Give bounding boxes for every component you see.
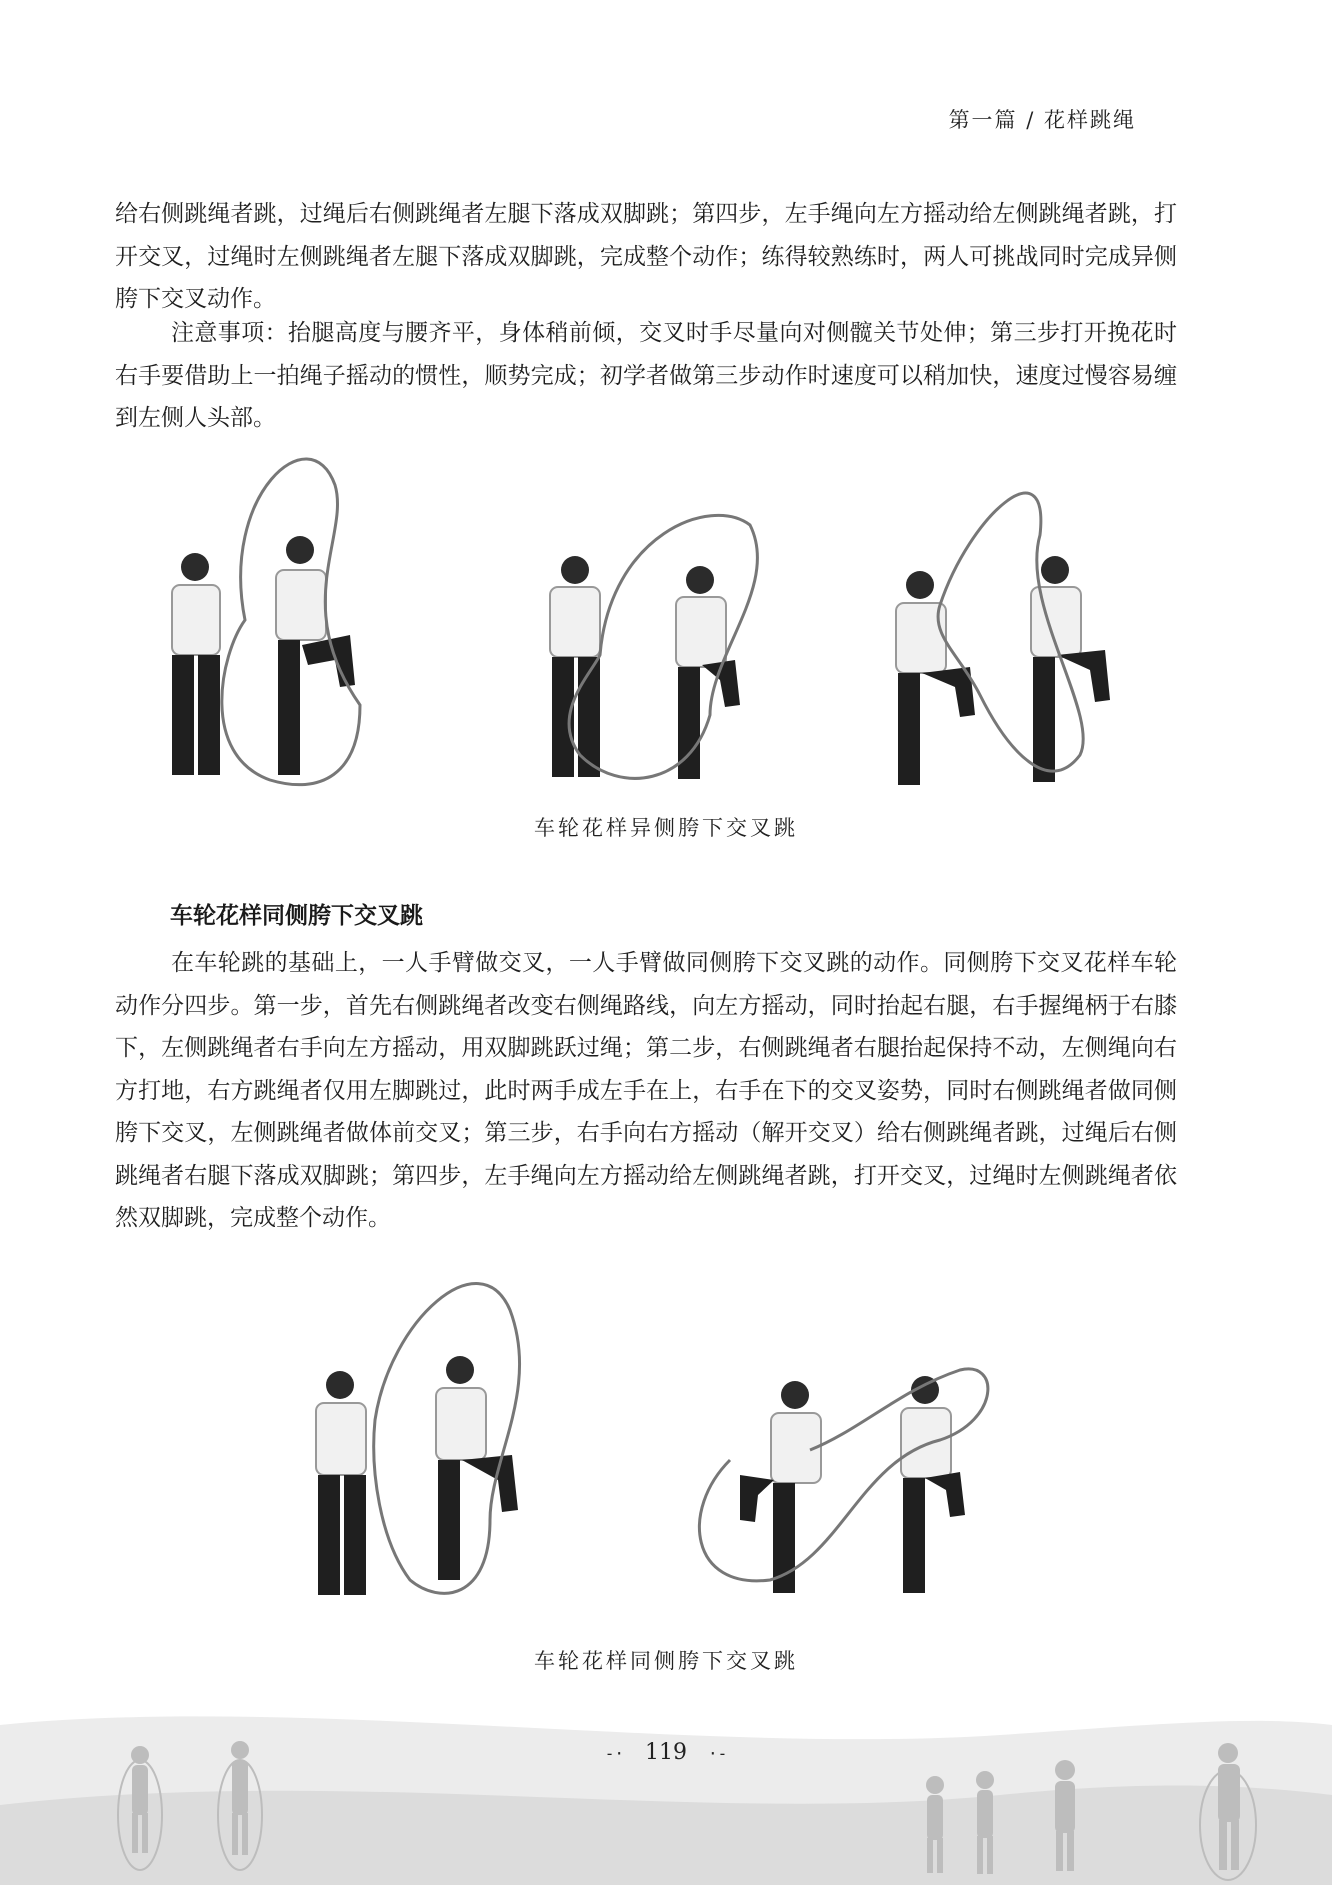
- page-dash-left: -·: [604, 1744, 624, 1763]
- page-dash-right: ·-: [708, 1744, 728, 1763]
- jumper-pair-3: [896, 493, 1110, 785]
- jumper-pair-4: [316, 1284, 520, 1595]
- jumper-pair-5: [699, 1369, 987, 1593]
- jumper-pair-2: [550, 515, 757, 779]
- section-title: 车轮花样同侧胯下交叉跳: [170, 903, 423, 929]
- running-header: 第一篇 / 花样跳绳: [948, 108, 1136, 132]
- figure-1-caption: 车轮花样异侧胯下交叉跳: [534, 816, 798, 840]
- figure-2-photos: [300, 1260, 1020, 1615]
- figure-2-caption: 车轮花样同侧胯下交叉跳: [534, 1649, 798, 1673]
- jumper-pair-1: [172, 459, 360, 785]
- section-paragraph: 在车轮跳的基础上，一人手臂做交叉，一人手臂做同侧胯下交叉跳的动作。同侧胯下交叉花样车轮动作分四步。第一步，首先右侧跳绳者改变右侧绳路线，向左方摇动，同时抬起右腿，右手握绳柄于右膝下，左侧跳绳者右手向左方摇动，用双脚跳跃过绳；第二步，右侧跳绳者右腿抬起保持不动，左侧绳向右方打地，右方跳绳者仅用左脚跳过，此时两手成左手在上，右手在下的交叉姿势，同时右侧跳绳者做同侧胯下交叉，左侧跳绳者做体前交叉；第三步，右手向右方摇动（解开交叉）给右侧跳绳者跳，过绳后右侧跳绳者右腿下落成双脚跳；第四步，左手绳向左方摇动给左侧跳绳者跳，打开交叉，过绳时左侧跳绳者依然双脚跳，完成整个动作。: [115, 950, 1177, 1231]
- paragraph-notes: 注意事项：抬腿高度与腰齐平，身体稍前倾，交叉时手尽量向对侧髋关节处伸；第三步打开挽花时右手要借助上一拍绳子摇动的惯性，顺势完成；初学者做第三步动作时速度可以稍加快，速度过慢容易缠到左侧人头部。: [115, 320, 1177, 431]
- page-number: [0, 1740, 1332, 1765]
- page-number-value: 119: [645, 1740, 687, 1765]
- paragraph-continued: 给右侧跳绳者跳，过绳后右侧跳绳者左腿下落成双脚跳；第四步，左手绳向左方摇动给左侧跳绳者跳，打开交叉，过绳时左侧跳绳者左腿下落成双脚跳，完成整个动作；练得较熟练时，两人可挑战同时完成异侧胯下交叉动作。: [115, 201, 1177, 312]
- footer-decoration: [0, 1685, 1332, 1885]
- figure-1-photos: [150, 455, 1170, 810]
